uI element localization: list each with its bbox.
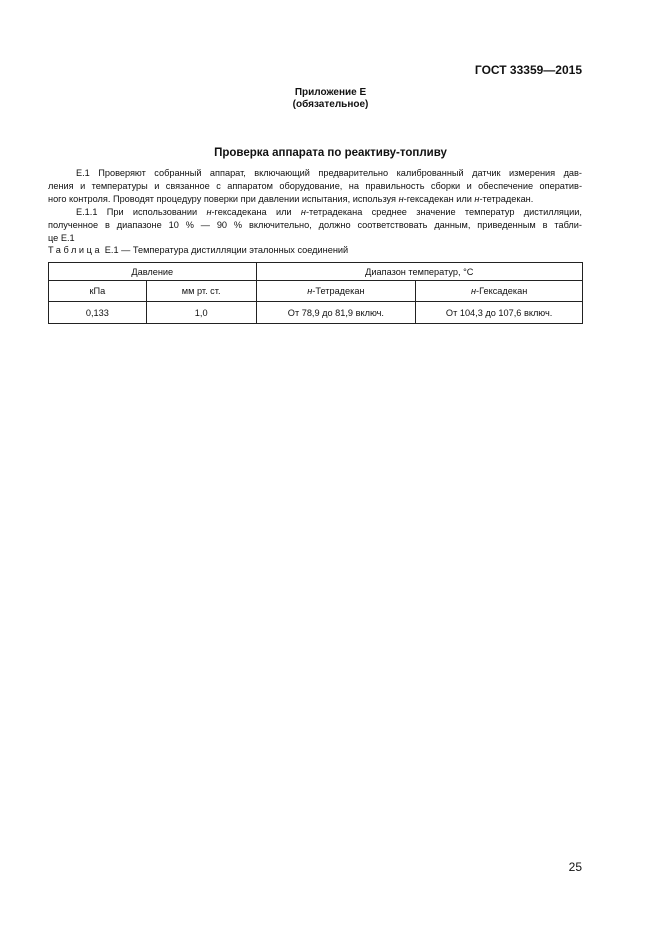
table-caption-text: Е.1 — Температура дистилляции эталонных соединений bbox=[102, 245, 349, 255]
italic-prefix: н bbox=[206, 207, 212, 217]
standard-designation: ГОСТ 33359—2015 bbox=[474, 63, 582, 77]
paragraph-e1-line3-tetradecane: -тетрадекан. bbox=[479, 194, 534, 204]
cell-hexadecane: От 104,3 до 107,6 включ. bbox=[416, 302, 583, 324]
table-column-header-row bbox=[49, 281, 583, 302]
annex-label: Приложение Е bbox=[294, 87, 367, 98]
header-kpa: кПа bbox=[49, 281, 147, 302]
italic-prefix: н bbox=[398, 194, 404, 204]
cell-mmhg: 1,0 bbox=[146, 302, 256, 324]
header-hexadecane-text: -Гексадекан bbox=[476, 286, 528, 296]
annex-heading bbox=[0, 87, 661, 111]
italic-prefix: н bbox=[300, 207, 306, 217]
italic-prefix: н bbox=[470, 286, 477, 296]
paragraph-e11-line3: це Е.1 bbox=[48, 233, 75, 243]
paragraph-e1-line3-hexadecane: -гексадекан или bbox=[403, 194, 472, 204]
paragraph-e1-line2: ления и температуры и связанное с аппаратом оборудование, на правильность сборки и обеспечение оператив- bbox=[48, 181, 582, 191]
paragraph-e1 bbox=[48, 167, 582, 206]
cell-kpa: 0,133 bbox=[49, 302, 147, 324]
cell-tetradecane: От 78,9 до 81,9 включ. bbox=[256, 302, 416, 324]
paragraph-e11-line1 bbox=[48, 206, 582, 219]
annex-status: (обязательное) bbox=[292, 99, 369, 110]
paragraph-e11-line1-hexadecane: -гексадекана или bbox=[211, 207, 292, 217]
header-hexadecane bbox=[416, 281, 583, 302]
header-mmhg: мм рт. ст. bbox=[146, 281, 256, 302]
italic-prefix: н bbox=[307, 286, 313, 296]
header-pressure: Давление bbox=[49, 263, 257, 281]
italic-prefix: н bbox=[474, 194, 480, 204]
table-caption bbox=[48, 245, 348, 255]
section-title: Проверка аппарата по реактиву-топливу bbox=[214, 147, 447, 159]
paragraph-e1-line3 bbox=[48, 193, 582, 206]
distillation-table bbox=[48, 262, 583, 324]
paragraph-e11-line1-rest: -тетрадекана среднее значение температур дистилляции, bbox=[305, 207, 582, 217]
header-temperature-range: Диапазон температур, °С bbox=[256, 263, 582, 281]
page-number: 25 bbox=[568, 860, 582, 874]
table-group-header-row bbox=[49, 263, 583, 281]
paragraph-e11-line2: полученное в диапазоне 10 % — 90 % включительно, должно соответствовать данным, приведенным в табли- bbox=[48, 220, 582, 230]
paragraph-e1-line3-text: ного контроля. Проводят процедуру поверки при давлении испытания, используя bbox=[48, 194, 397, 204]
paragraph-e11 bbox=[48, 206, 582, 245]
header-tetradecane bbox=[256, 281, 416, 302]
paragraph-e1-line1: Е.1 Проверяют собранный аппарат, включающий предварительно калиброванный датчик измерения дав- bbox=[76, 168, 582, 178]
table-row bbox=[49, 302, 583, 324]
header-tetradecane-text: -Тетрадекан bbox=[312, 286, 365, 296]
table-caption-word: Таблица bbox=[48, 245, 103, 255]
paragraph-e11-line1-text: Е.1.1 При использовании bbox=[76, 207, 198, 217]
